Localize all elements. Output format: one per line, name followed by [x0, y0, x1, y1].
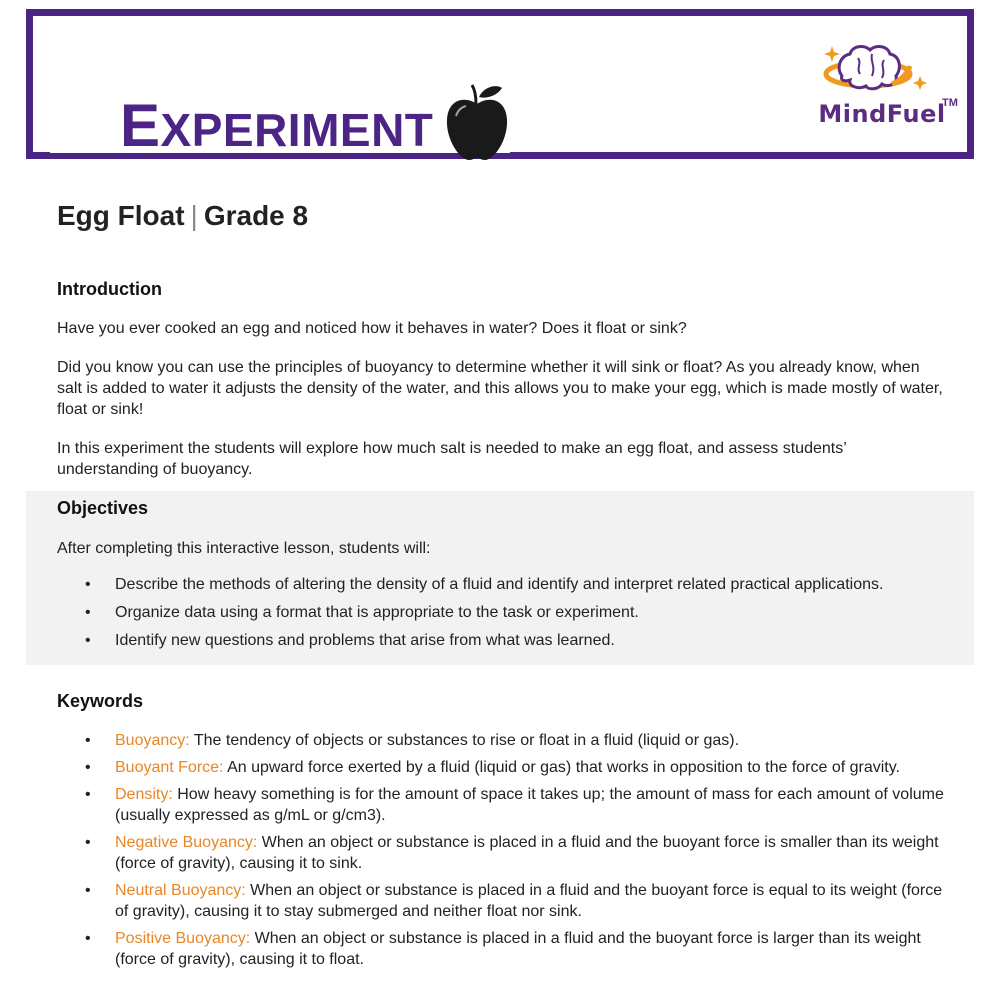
- mindfuel-logo: [812, 36, 960, 136]
- keyword-term: Neutral Buoyancy:: [115, 882, 246, 899]
- list-item: [57, 602, 957, 623]
- keyword-definition: When an object or substance is placed in a fluid and the buoyant force is larger than its weight (force of gravity), causing it to float.: [115, 930, 921, 968]
- logo-wordmark: MindFuel: [818, 100, 946, 128]
- bullet: •: [85, 732, 91, 749]
- lesson-title: Egg Float: [57, 200, 185, 231]
- keyword-term: Density:: [115, 786, 173, 803]
- bullet: •: [85, 632, 91, 649]
- bullet: •: [85, 759, 91, 776]
- introduction-heading: Introduction: [57, 279, 162, 299]
- keyword-term: Negative Buoyancy:: [115, 834, 258, 851]
- keyword-definition: An upward force exerted by a fluid (liquid or gas) that works in opposition to the force of gravity.: [223, 759, 900, 776]
- banner-title-initial: E: [120, 92, 161, 159]
- bullet: •: [85, 930, 91, 947]
- list-item: [57, 832, 947, 874]
- keyword-definition: When an object or substance is placed in a fluid and the buoyant force is smaller than its weight (force of gravity), causing it to sink.: [115, 834, 939, 872]
- keyword-definition: The tendency of objects or substances to rise or float in a fluid (liquid or gas).: [189, 732, 740, 749]
- page-title: [57, 200, 308, 232]
- list-item: [57, 880, 947, 922]
- list-item: [57, 928, 947, 970]
- objectives-lead: After completing this interactive lesson, students will:: [57, 540, 431, 557]
- grade-label: Grade 8: [203, 200, 309, 231]
- intro-paragraph-3: In this experiment the students will explore how much salt is needed to make an egg float, and assess students’ understanding of buoyancy.: [57, 440, 847, 478]
- objectives-heading: Objectives: [57, 498, 149, 518]
- banner-title: [120, 92, 434, 159]
- list-item: [57, 730, 947, 751]
- keyword-term: Buoyant Force:: [115, 759, 224, 776]
- banner-title-rest: XPERIMENT: [160, 104, 434, 156]
- apple-icon: [442, 82, 512, 162]
- title-separator: |: [190, 200, 198, 231]
- keywords-heading: Keywords: [57, 691, 144, 711]
- objectives-list: [57, 574, 957, 651]
- brain-icon: [812, 36, 960, 106]
- objective-text: Describe the methods of altering the density of a fluid and identify and interpret related practical applications.: [115, 576, 884, 593]
- objective-text: Organize data using a format that is appropriate to the task or experiment.: [115, 604, 639, 621]
- bullet: •: [85, 604, 91, 621]
- intro-paragraph-2: Did you know you can use the principles of buoyancy to determine whether it will sink or float? As you already know, when salt is added to water it adjusts the density of the water, and this allows you to make your egg, which is made mostly of water, float or sink!: [57, 359, 943, 418]
- bullet: •: [85, 576, 91, 593]
- bullet: •: [85, 834, 91, 851]
- intro-paragraph-1: Have you ever cooked an egg and noticed how it behaves in water? Does it float or sink?: [57, 320, 687, 337]
- keyword-definition: When an object or substance is placed in a fluid and the buoyant force is equal to its weight (force of gravity), causing it to stay submerged and neither float nor sink.: [115, 882, 943, 920]
- objective-text: Identify new questions and problems that arise from what was learned.: [115, 632, 615, 649]
- keyword-definition: How heavy something is for the amount of space it takes up; the amount of mass for each amount of volume (usually expressed as g/mL or g/cm3).: [115, 786, 944, 824]
- list-item: [57, 784, 947, 826]
- keyword-term: Buoyancy:: [115, 732, 190, 749]
- logo-trademark: TM: [942, 97, 958, 109]
- bullet: •: [85, 786, 91, 803]
- list-item: [57, 757, 947, 778]
- keywords-list: [57, 730, 947, 970]
- keyword-term: Positive Buoyancy:: [115, 930, 251, 947]
- list-item: [57, 630, 957, 651]
- bullet: •: [85, 882, 91, 899]
- list-item: [57, 574, 957, 595]
